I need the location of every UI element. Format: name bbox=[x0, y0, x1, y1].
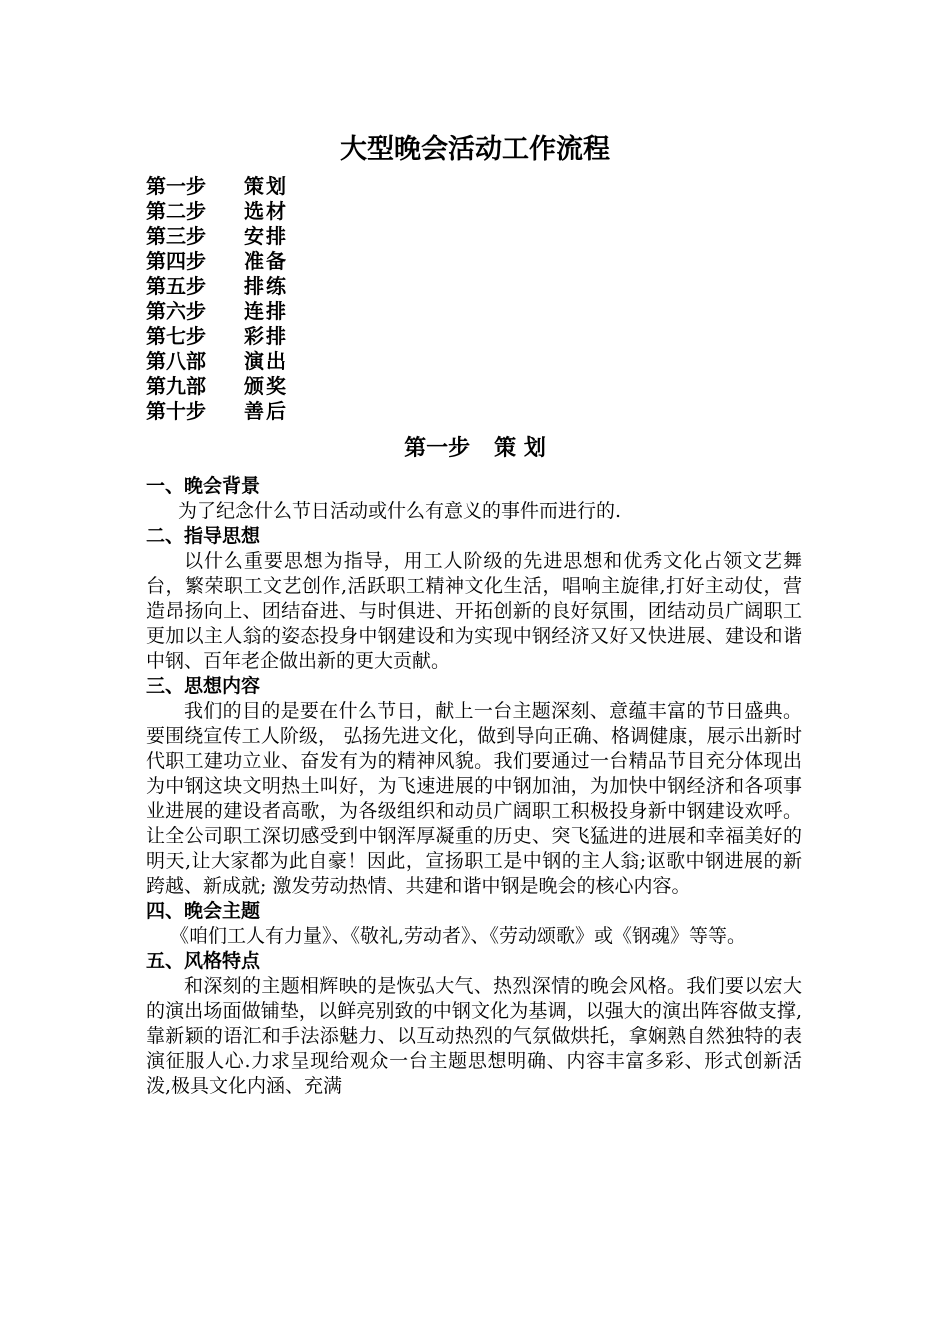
part-heading: 五、风格特点 bbox=[146, 950, 261, 972]
step-list-item bbox=[146, 399, 288, 424]
step-number: 第二步 bbox=[146, 199, 206, 223]
part-paragraph: 以什么重要思想为指导，用工人阶级的先进思想和优秀文化占领文艺舞台，繁荣职工文艺创作,活跃职工精神文化生活，唱响主旋律,打好主动仗，营造昂扬向上、团结奋进、与时俱进、开拓创新的良好氛围，团结动员广阔职工更加以主人翁的姿态投身中钢建设和为实现中钢经济又好又快进展、建设和谐中钢、百年老企做出新的更大贡献。 bbox=[146, 550, 802, 672]
step-list-item bbox=[146, 249, 288, 274]
step-number: 第一步 bbox=[146, 174, 206, 198]
step-list-item bbox=[146, 299, 288, 324]
step-number: 第七步 bbox=[146, 324, 206, 348]
part-heading: 三、思想内容 bbox=[146, 675, 261, 697]
step-list-item bbox=[146, 274, 288, 299]
step-name: 彩排 bbox=[244, 324, 288, 348]
step-list-item bbox=[146, 324, 288, 349]
part-heading: 二、指导思想 bbox=[146, 525, 261, 547]
step-name: 演出 bbox=[244, 349, 288, 373]
part-paragraph: 和深刻的主题相辉映的是恢弘大气、热烈深情的晚会风格。我们要以宏大的演出场面做铺垫，以鲜亮别致的中钢文化为基调，以强大的演出阵容做支撑,靠新颖的语汇和手法添魅力、以互动热烈的气氛做烘托，拿娴熟自然独特的表演征服人心.力求呈现给观众一台主题思想明确、内容丰富多彩、形式创新活泼,极具文化内涵、充满 bbox=[146, 975, 802, 1097]
part-paragraph: 《咱们工人有力量》、《敬礼,劳动者》、《劳动颂歌》或《钢魂》等等。 bbox=[170, 925, 747, 947]
step-name: 策划 bbox=[244, 174, 288, 198]
part-paragraph: 我们的目的是要在什么节日，献上一台主题深刻、意蕴丰富的节日盛典。要围绕宣传工人阶级， 弘扬先进文化，做到导向正确、格调健康，展示出新时代职工建功立业、奋发有为的精神风貌。我们要通过一台精品节目充分体现出为中钢这块文明热土叫好，为飞速进展的中钢加油，为加快中钢经济和各项事业进展的建设者高歌，为各级组织和动员广阔职工积极投身新中钢建设欢呼。让全公司职工深切感受到中钢浑厚凝重的历史、突飞猛进的进展和幸福美好的明天,让大家都为此自豪！因此，宣扬职工是中钢的主人翁;讴歌中钢进展的新跨越、新成就; 激发劳动热情、共建和谐中钢是晚会的核心内容。 bbox=[146, 700, 802, 897]
step-number: 第五步 bbox=[146, 274, 206, 298]
step-number: 第三步 bbox=[146, 224, 206, 248]
part-paragraph: 为了纪念什么节日活动或什么有意义的事件而进行的. bbox=[178, 500, 622, 522]
step-list-item bbox=[146, 174, 288, 199]
section-heading bbox=[0, 432, 950, 466]
step-list-item bbox=[146, 199, 288, 224]
step-number: 第四步 bbox=[146, 249, 206, 273]
step-name: 颁奖 bbox=[244, 374, 288, 398]
part-heading: 一、晚会背景 bbox=[146, 475, 261, 497]
step-name: 准备 bbox=[244, 249, 288, 273]
step-number: 第六步 bbox=[146, 299, 206, 323]
step-list-item bbox=[146, 374, 288, 399]
step-name: 连排 bbox=[244, 299, 288, 323]
step-list bbox=[146, 174, 288, 424]
step-name: 排练 bbox=[244, 274, 288, 298]
document-title: 大型晚会活动工作流程 bbox=[340, 134, 610, 165]
step-name: 善后 bbox=[244, 399, 288, 423]
step-name: 安排 bbox=[244, 224, 288, 248]
step-list-item bbox=[146, 224, 288, 249]
step-list-item bbox=[146, 349, 288, 374]
document-body bbox=[146, 474, 802, 1099]
section-step: 第一步 bbox=[404, 436, 471, 461]
section-name: 策 划 bbox=[494, 436, 546, 461]
step-number: 第八部 bbox=[146, 349, 206, 373]
part-heading: 四、晚会主题 bbox=[146, 900, 261, 922]
step-number: 第九部 bbox=[146, 374, 206, 398]
step-number: 第十步 bbox=[146, 399, 206, 423]
step-name: 选材 bbox=[244, 199, 288, 223]
